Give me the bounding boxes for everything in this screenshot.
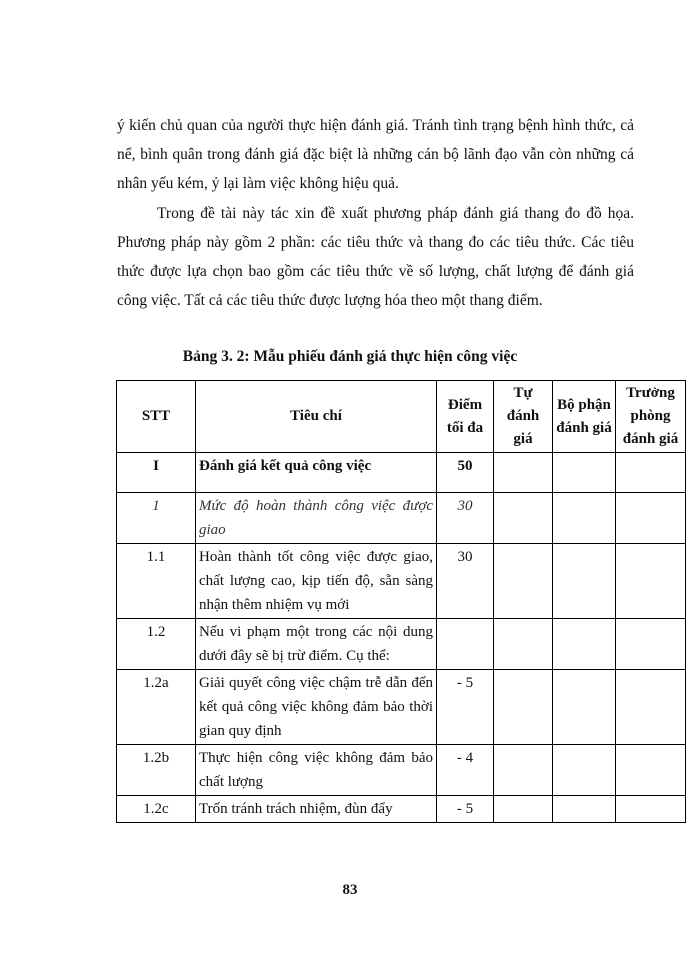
row-self-eval-cell: [494, 796, 553, 823]
row-dept-eval-cell: [553, 544, 616, 619]
row-criteria: Hoàn thành tốt công việc được giao, chất lượng cao, kịp tiến độ, sẵn sàng nhận thêm nhiệm vụ mới: [196, 544, 437, 619]
header-self-evaluation: Tự đánh giá: [494, 381, 553, 453]
row-self-eval-cell: [494, 619, 553, 670]
row-max-score: - 4: [437, 745, 494, 796]
table-row: [117, 745, 686, 796]
page-number: 83: [342, 882, 358, 898]
row-criteria: Trốn tránh trách nhiệm, đùn đẩy: [196, 796, 437, 823]
row-max-score: [437, 619, 494, 670]
row-self-eval-cell: [494, 670, 553, 745]
evaluation-form-table: [116, 380, 686, 823]
row-criteria: Thực hiện công việc không đảm bảo chất lượng: [196, 745, 437, 796]
row-dept-eval-cell: [553, 619, 616, 670]
row-max-score: 30: [437, 493, 494, 544]
header-stt: STT: [117, 381, 196, 453]
row-self-eval-cell: [494, 493, 553, 544]
row-head-eval-cell: [616, 544, 686, 619]
row-head-eval-cell: [616, 619, 686, 670]
row-self-eval-cell: [494, 453, 553, 493]
header-max-score: Điểm tối đa: [437, 381, 494, 453]
row-head-eval-cell: [616, 453, 686, 493]
row-stt: 1.2: [117, 619, 196, 670]
row-stt: 1.1: [117, 544, 196, 619]
table-row: [117, 670, 686, 745]
header-department-evaluation: Bộ phận đánh giá: [553, 381, 616, 453]
row-criteria: Nếu vi phạm một trong các nội dung dưới đây sẽ bị trừ điểm. Cụ thể:: [196, 619, 437, 670]
row-max-score: 30: [437, 544, 494, 619]
body-paragraph-1: ý kiến chủ quan của người thực hiện đánh giá. Tránh tình trạng bệnh hình thức, cả nể, bình quân trong đánh giá đặc biệt là những cán bộ lãnh đạo vẫn còn những cá nhân yếu kém, ỷ lại làm việc không hiệu quả.: [117, 117, 634, 192]
row-head-eval-cell: [616, 796, 686, 823]
row-stt: I: [117, 453, 196, 493]
row-dept-eval-cell: [553, 796, 616, 823]
row-stt: 1.2a: [117, 670, 196, 745]
table-row: [117, 544, 686, 619]
row-max-score: - 5: [437, 796, 494, 823]
row-max-score: 50: [437, 453, 494, 493]
table-row: [117, 619, 686, 670]
table-caption: Bảng 3. 2: Mẫu phiếu đánh giá thực hiện công việc: [182, 348, 518, 365]
row-dept-eval-cell: [553, 493, 616, 544]
row-dept-eval-cell: [553, 745, 616, 796]
row-self-eval-cell: [494, 544, 553, 619]
header-criteria: Tiêu chí: [196, 381, 437, 453]
row-criteria: Đánh giá kết quả công việc: [196, 453, 437, 493]
row-stt: 1.2c: [117, 796, 196, 823]
row-head-eval-cell: [616, 670, 686, 745]
table-row: [117, 796, 686, 823]
table-row: [117, 453, 686, 493]
row-self-eval-cell: [494, 745, 553, 796]
header-manager-evaluation: Trưởng phòng đánh giá: [616, 381, 686, 453]
row-criteria: Mức độ hoàn thành công việc được giao: [196, 493, 437, 544]
row-head-eval-cell: [616, 493, 686, 544]
table-row: [117, 493, 686, 544]
row-dept-eval-cell: [553, 453, 616, 493]
row-stt: 1: [117, 493, 196, 544]
row-max-score: - 5: [437, 670, 494, 745]
row-stt: 1.2b: [117, 745, 196, 796]
row-head-eval-cell: [616, 745, 686, 796]
table-header-row: [117, 381, 686, 453]
body-paragraph-2: Trong đề tài này tác xin đề xuất phương pháp đánh giá thang đo đồ họa. Phương pháp này gồm 2 phần: các tiêu thức và thang đo các tiêu thức. Các tiêu thức được lựa chọn bao gồm các tiêu thức về số lượng, chất lượng để đánh giá công việc. Tất cả các tiêu thức được lượng hóa theo một thang điểm.: [117, 205, 634, 309]
row-criteria: Giải quyết công việc chậm trễ dẫn đến kết quả công việc không đảm bảo thời gian quy định: [196, 670, 437, 745]
row-dept-eval-cell: [553, 670, 616, 745]
